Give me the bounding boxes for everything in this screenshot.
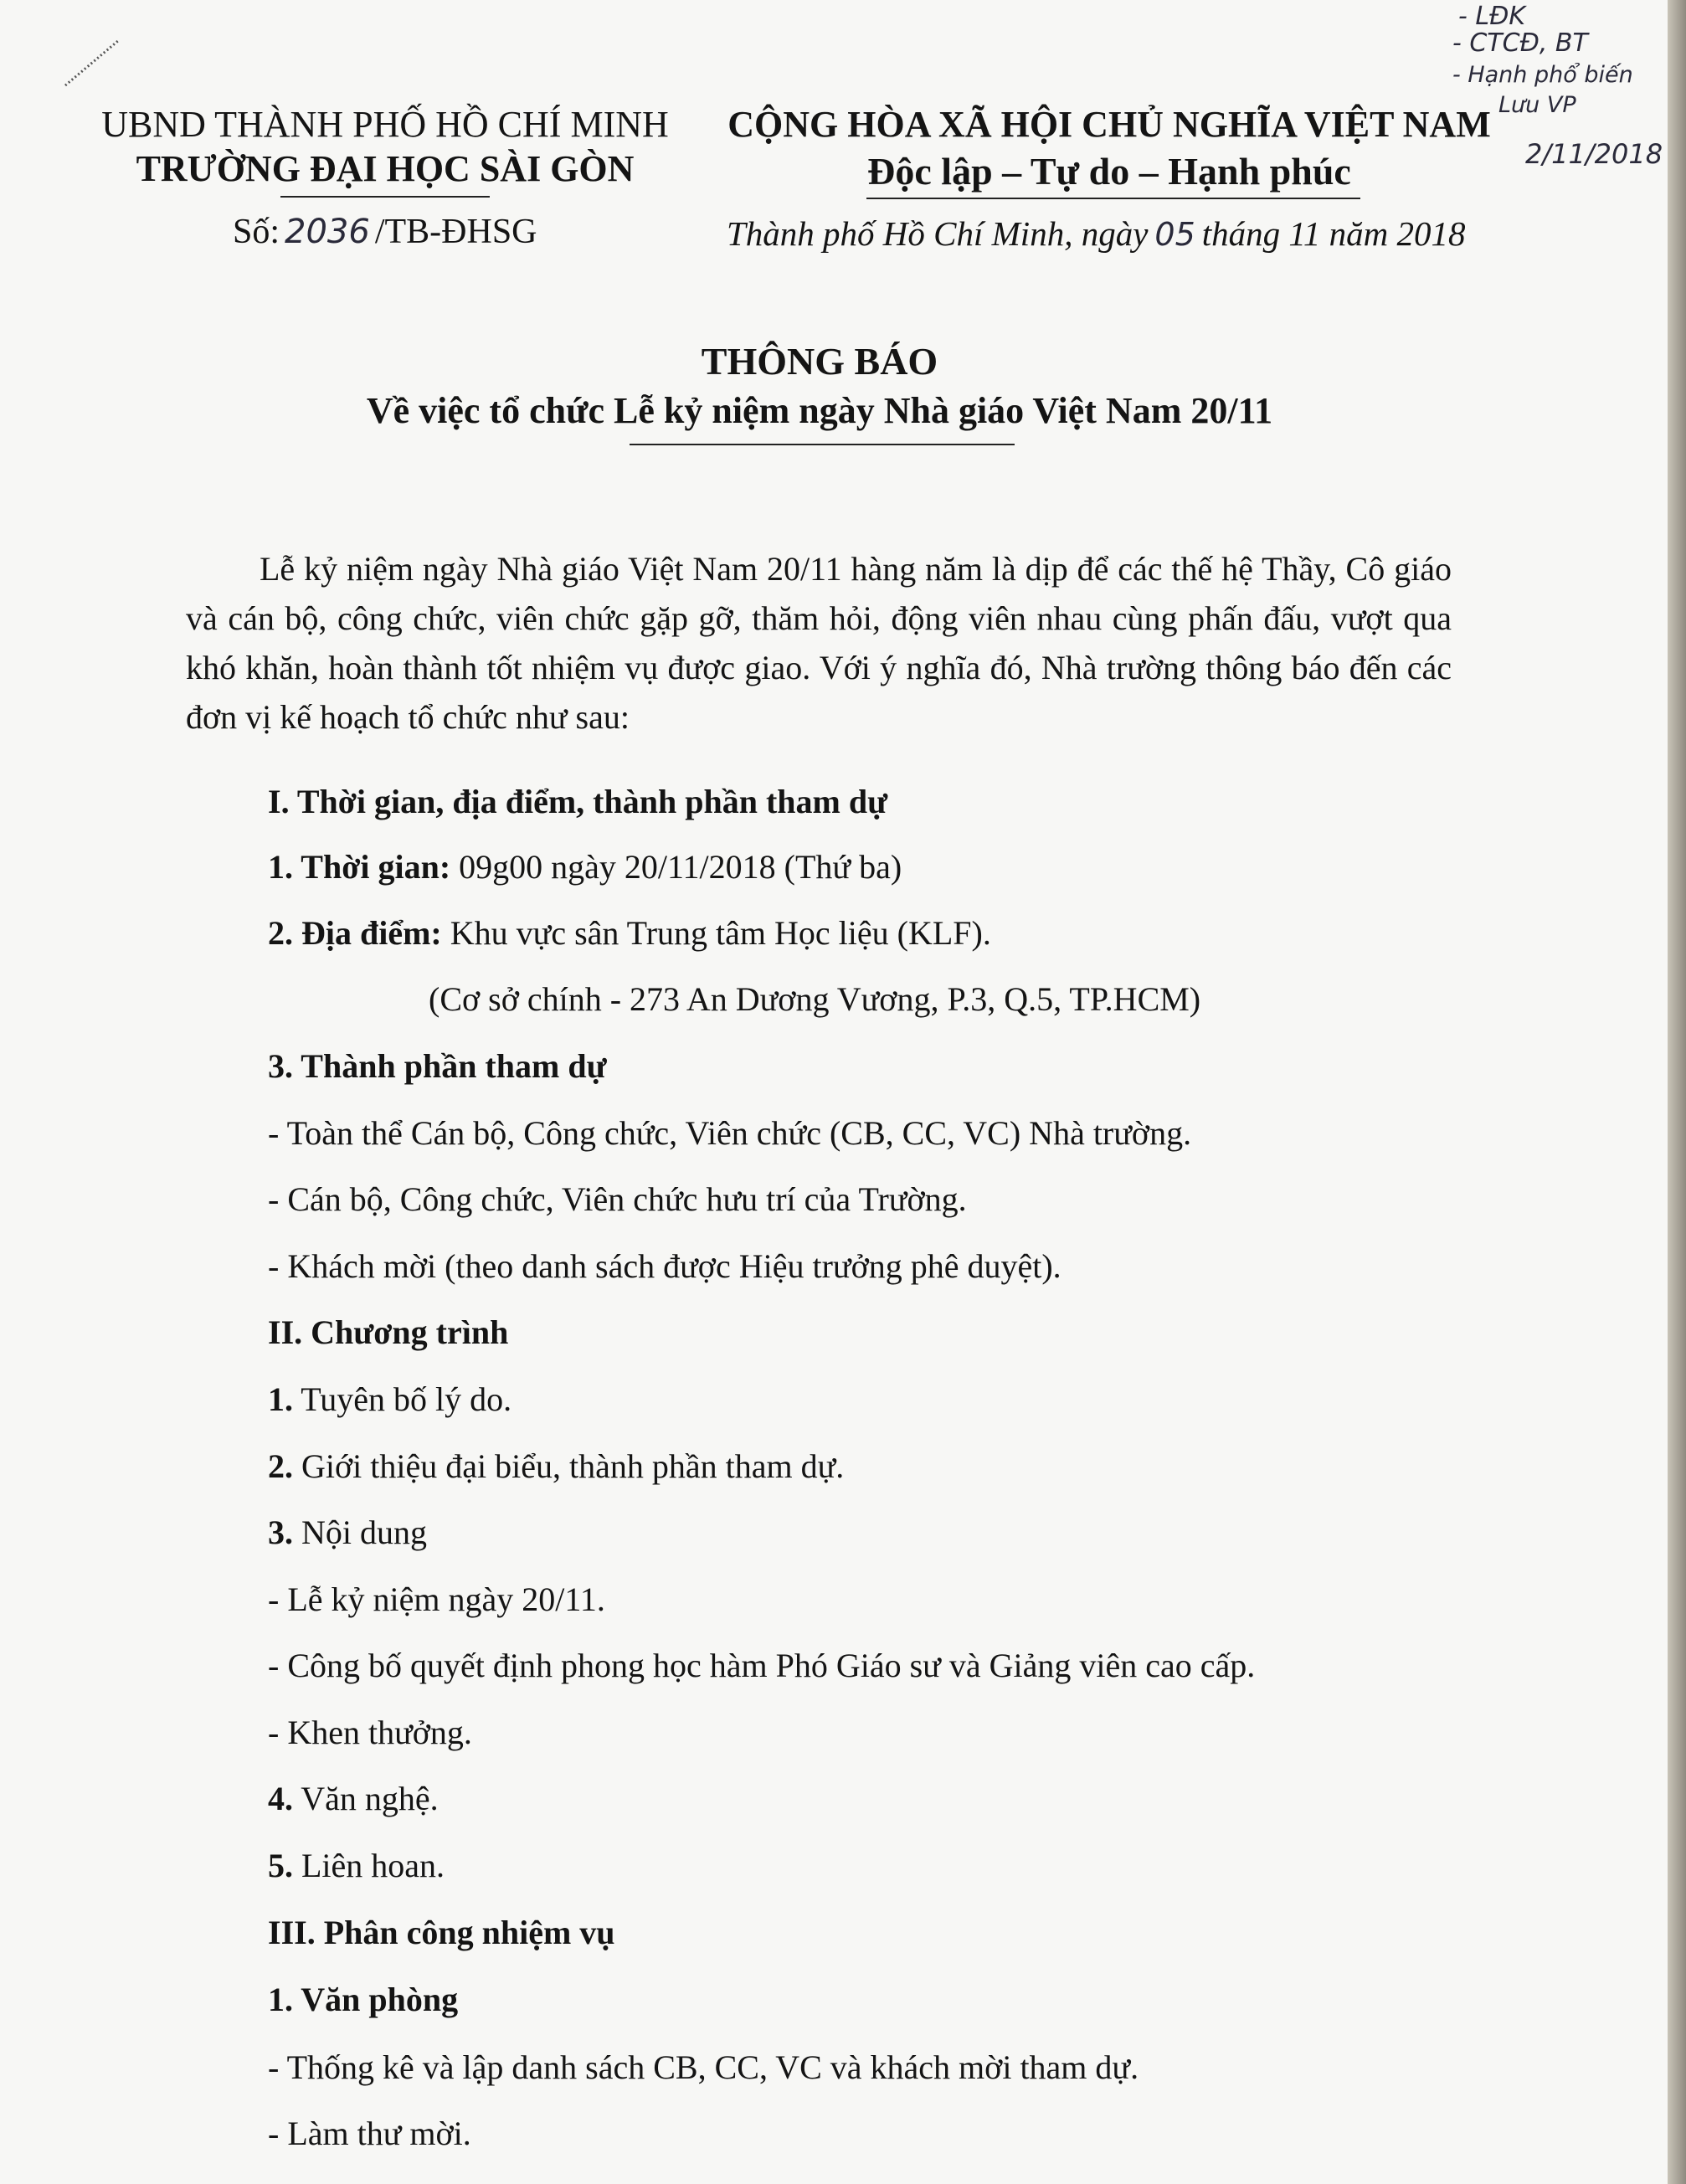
program-item-num: 2. [268,1447,293,1485]
annotation-line3: - Hạnh phổ biến [1452,62,1633,88]
annotation-line2: - CTCĐ, BT [1452,28,1588,58]
time-value: 09g00 ngày 20/11/2018 (Thứ ba) [450,848,902,886]
program-item-num: 3. [268,1513,293,1551]
program-item-text: Liên hoan. [293,1847,445,1884]
office-heading: 1. Văn phòng [268,1981,459,2018]
program-item [268,1779,439,1818]
date-suffix: tháng 11 năm 2018 [1201,214,1466,253]
time-label: 1. Thời gian: [268,848,451,886]
office-task: - Thống kê và lập danh sách CB, CC, VC và khách mời tham dự. [268,2048,1139,2086]
place-line [268,913,991,953]
annotation-line1: - LĐK [1458,2,1525,31]
section2-heading: II. Chương trình [268,1313,509,1351]
page-edge-shadow [1668,0,1686,2184]
program-item-num: 5. [268,1847,293,1884]
document-date [727,211,1465,257]
program-item-num: 1. [268,1380,293,1418]
document-number [233,209,537,254]
program-item-num: 4. [268,1780,293,1817]
notice-subtitle: Về việc tổ chức Lễ kỷ niệm ngày Nhà giáo Việt Nam 20/11 [366,390,1273,431]
pen-mark [59,33,126,92]
section1-heading: I. Thời gian, địa điểm, thành phần tham dự [268,783,888,820]
issuer-underline [280,196,490,198]
office-task: - Làm thư mời. [268,2115,471,2152]
number-handwritten: 2036 [285,213,370,251]
issuer-authority: UBND THÀNH PHỐ HỒ CHÍ MINH [101,104,669,145]
motto-underline [866,198,1360,199]
program-item-text: Nội dung [293,1513,427,1551]
participants-heading: 3. Thành phần tham dự [268,1047,607,1085]
national-motto: Độc lập – Tự do – Hạnh phúc [867,150,1351,193]
program-subitem: - Khen thưởng. [268,1714,472,1751]
program-item [268,1380,511,1419]
participant-item: - Cán bộ, Công chức, Viên chức hưu trí của Trường. [268,1180,967,1218]
program-item-text: Văn nghệ. [293,1780,439,1817]
program-item [268,1846,445,1885]
subtitle-underline [630,444,1015,445]
place-detail: (Cơ sở chính - 273 An Dương Vương, P.3, Q.5, TP.HCM) [429,980,1201,1018]
national-title: CỘNG HÒA XÃ HỘI CHỦ NGHĨA VIỆT NAM [727,104,1491,145]
annotation-line4: Lưu VP [1498,92,1576,118]
program-item-text: Tuyên bố lý do. [293,1380,512,1418]
time-line [268,847,902,886]
section3-heading: III. Phân công nhiệm vụ [268,1914,615,1951]
participant-item: - Toàn thể Cán bộ, Công chức, Viên chức (CB, CC, VC) Nhà trường. [268,1114,1192,1152]
program-item [268,1513,427,1552]
notice-title: THÔNG BÁO [701,340,938,383]
place-label: 2. Địa điểm: [268,914,442,952]
number-suffix: /TB-ĐHSG [374,213,537,251]
date-prefix: Thành phố Hồ Chí Minh, ngày [727,214,1149,253]
program-subitem: - Công bố quyết định phong học hàm Phó Giáo sư và Giảng viên cao cấp. [268,1647,1256,1684]
program-item-text: Giới thiệu đại biểu, thành phần tham dự. [293,1447,845,1485]
number-label: Số: [233,213,280,251]
program-item [268,1447,844,1486]
participant-item: - Khách mời (theo danh sách được Hiệu trưởng phê duyệt). [268,1247,1061,1285]
issuer-university: TRƯỜNG ĐẠI HỌC SÀI GÒN [136,148,635,189]
date-day: 05 [1154,216,1195,253]
annotation-date: 2/11/2018 [1525,138,1663,170]
place-value: Khu vực sân Trung tâm Học liệu (KLF). [441,914,991,952]
intro-paragraph: Lễ kỷ niệm ngày Nhà giáo Việt Nam 20/11 hàng năm là dịp để các thế hệ Thầy, Cô giáo và cán bộ, công chức, viên chức gặp gỡ, thăm hỏi, động viên nhau cùng phấn đấu, vượt qua khó khăn, hoàn thành tốt nhiệm vụ được giao. Với ý nghĩa đó, Nhà trường thông báo đến các đơn vị kế hoạch tổ chức như sau: [186,550,1452,736]
program-subitem: - Lễ kỷ niệm ngày 20/11. [268,1580,605,1618]
